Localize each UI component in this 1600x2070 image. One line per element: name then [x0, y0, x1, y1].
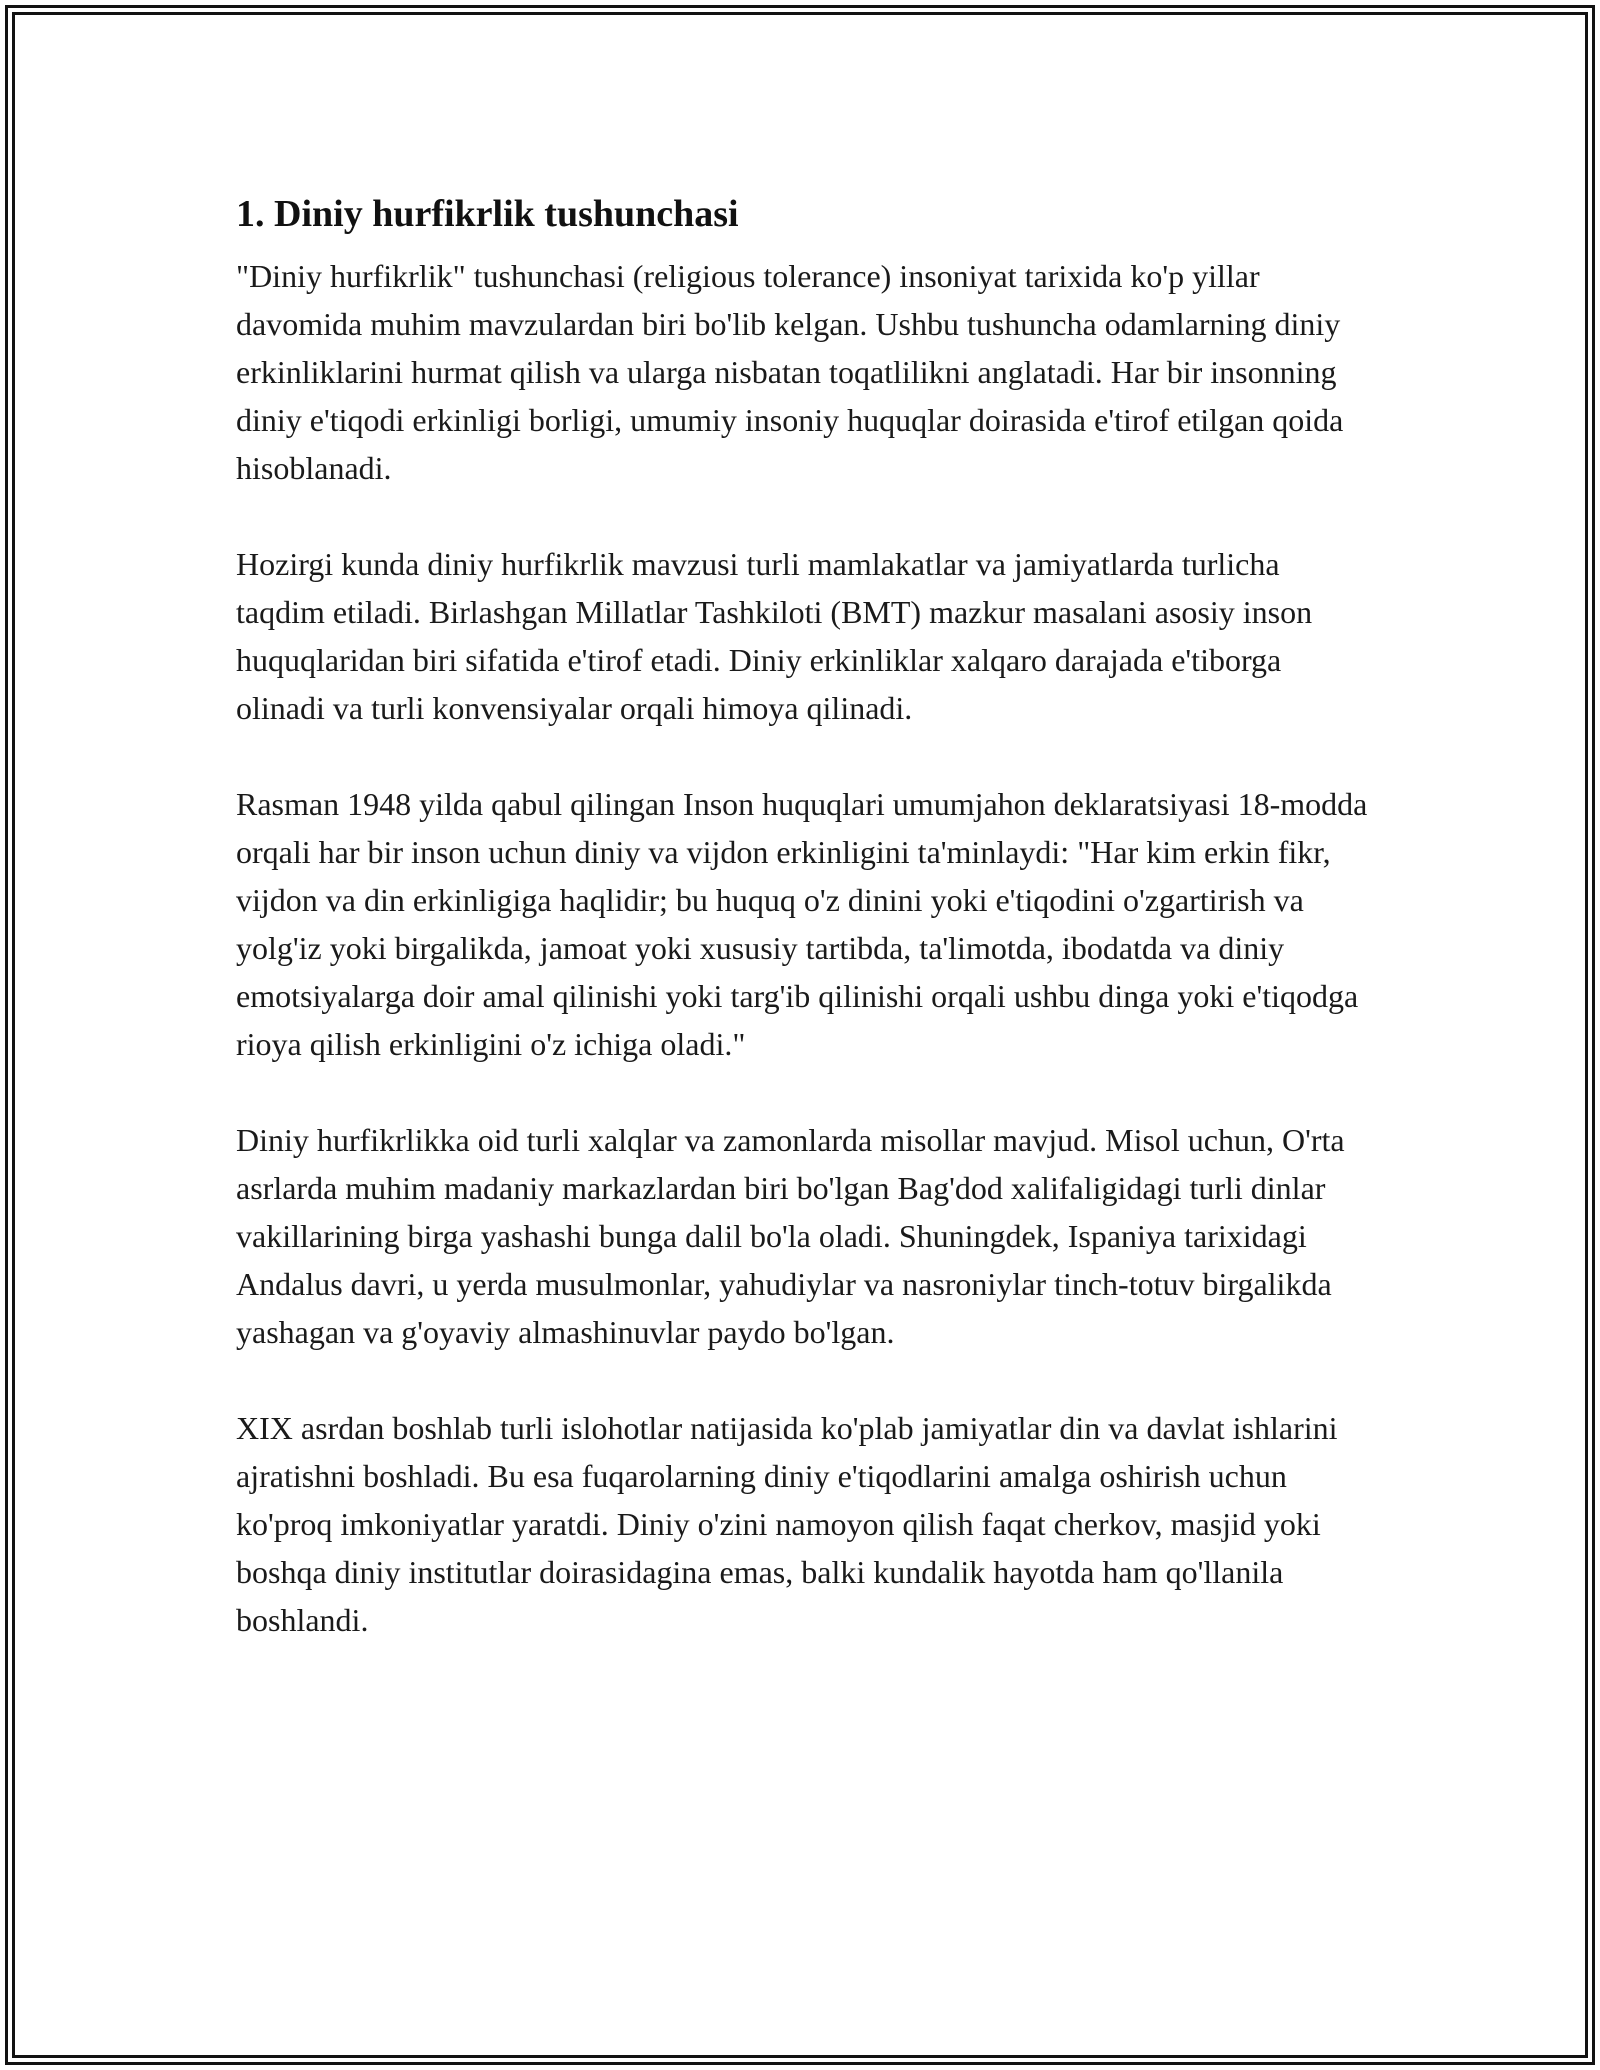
paragraph-historical-examples: Diniy hurfikrlikka oid turli xalqlar va zamonlarda misollar mavjud. Misol uchun, O'rta asrlarda muhim madaniy markazlardan biri bo'lgan Bag'dod xalifaligidagi turli dinlar vakillarining birga yashashi bunga dalil bo'la oladi. Shuningdek, Ispaniya tarixidagi Andalus davri, u yerda musulmonlar, yahudiylar va nasroniylar tinch-totuv birgalikda yashagan va g'oyaviy almashinuvlar paydo bo'lgan.	[236, 1122, 1345, 1350]
paragraph-modern-context: Hozirgi kunda diniy hurfikrlik mavzusi turli mamlakatlar va jamiyatlarda turlicha taqdim etiladi. Birlashgan Millatlar Tashkiloti (BMT) mazkur masalani asosiy inson huquqlaridan biri sifatida e'tirof etadi. Diniy erkinliklar xalqaro darajada e'tiborga olinadi va turli konvensiyalar orqali himoya qilinadi.	[236, 546, 1313, 726]
paragraph-declaration-1948: Rasman 1948 yilda qabul qilingan Inson huquqlari umumjahon deklaratsiyasi 18-modda orqali har bir inson uchun diniy va vijdon erkinligini ta'minlaydi: "Har kim erkin fikr, vijdon va din erkinligiga haqlidir; bu huquq o'z dinini yoki e'tiqodini o'zgartirish va yolg'iz yoki birgalikda, jamoat yoki xususiy tartibda, ta'limotda, ibodatda va diniy emotsiyalarga doir amal qilinishi yoki targ'ib qilinishi orqali ushbu dinga yoki e'tiqodga rioya qilish erkinligini o'z ichiga oladi."	[236, 786, 1368, 1062]
paragraph-19th-century: XIX asrdan boshlab turli islohotlar natijasida ko'plab jamiyatlar din va davlat ishlarini ajratishni boshladi. Bu esa fuqarolarning diniy e'tiqodlarini amalga oshirish uchun ko'proq imkoniyatlar yaratdi. Diniy o'zini namoyon qilish faqat cherkov, masjid yoki boshqa diniy institutlar doirasidagina emas, balki kundalik hayotda ham qo'llanila boshlandi.	[236, 1410, 1338, 1638]
section-title: 1. Diniy hurfikrlik tushunchasi	[236, 193, 739, 235]
paragraph-definition: "Diniy hurfikrlik" tushunchasi (religious tolerance) insoniyat tarixida ko'p yillar davomida muhim mavzulardan biri bo'lib kelgan. Ushbu tushuncha odamlarning diniy erkinliklarini hurmat qilish va ularga nisbatan toqatlilikni anglatadi. Har bir insonning diniy e'tiqodi erkinligi borligi, umumiy insoniy huquqlar doirasida e'tirof etilgan qoida hisoblanadi.	[236, 258, 1344, 486]
document-body	[236, 188, 1376, 1692]
